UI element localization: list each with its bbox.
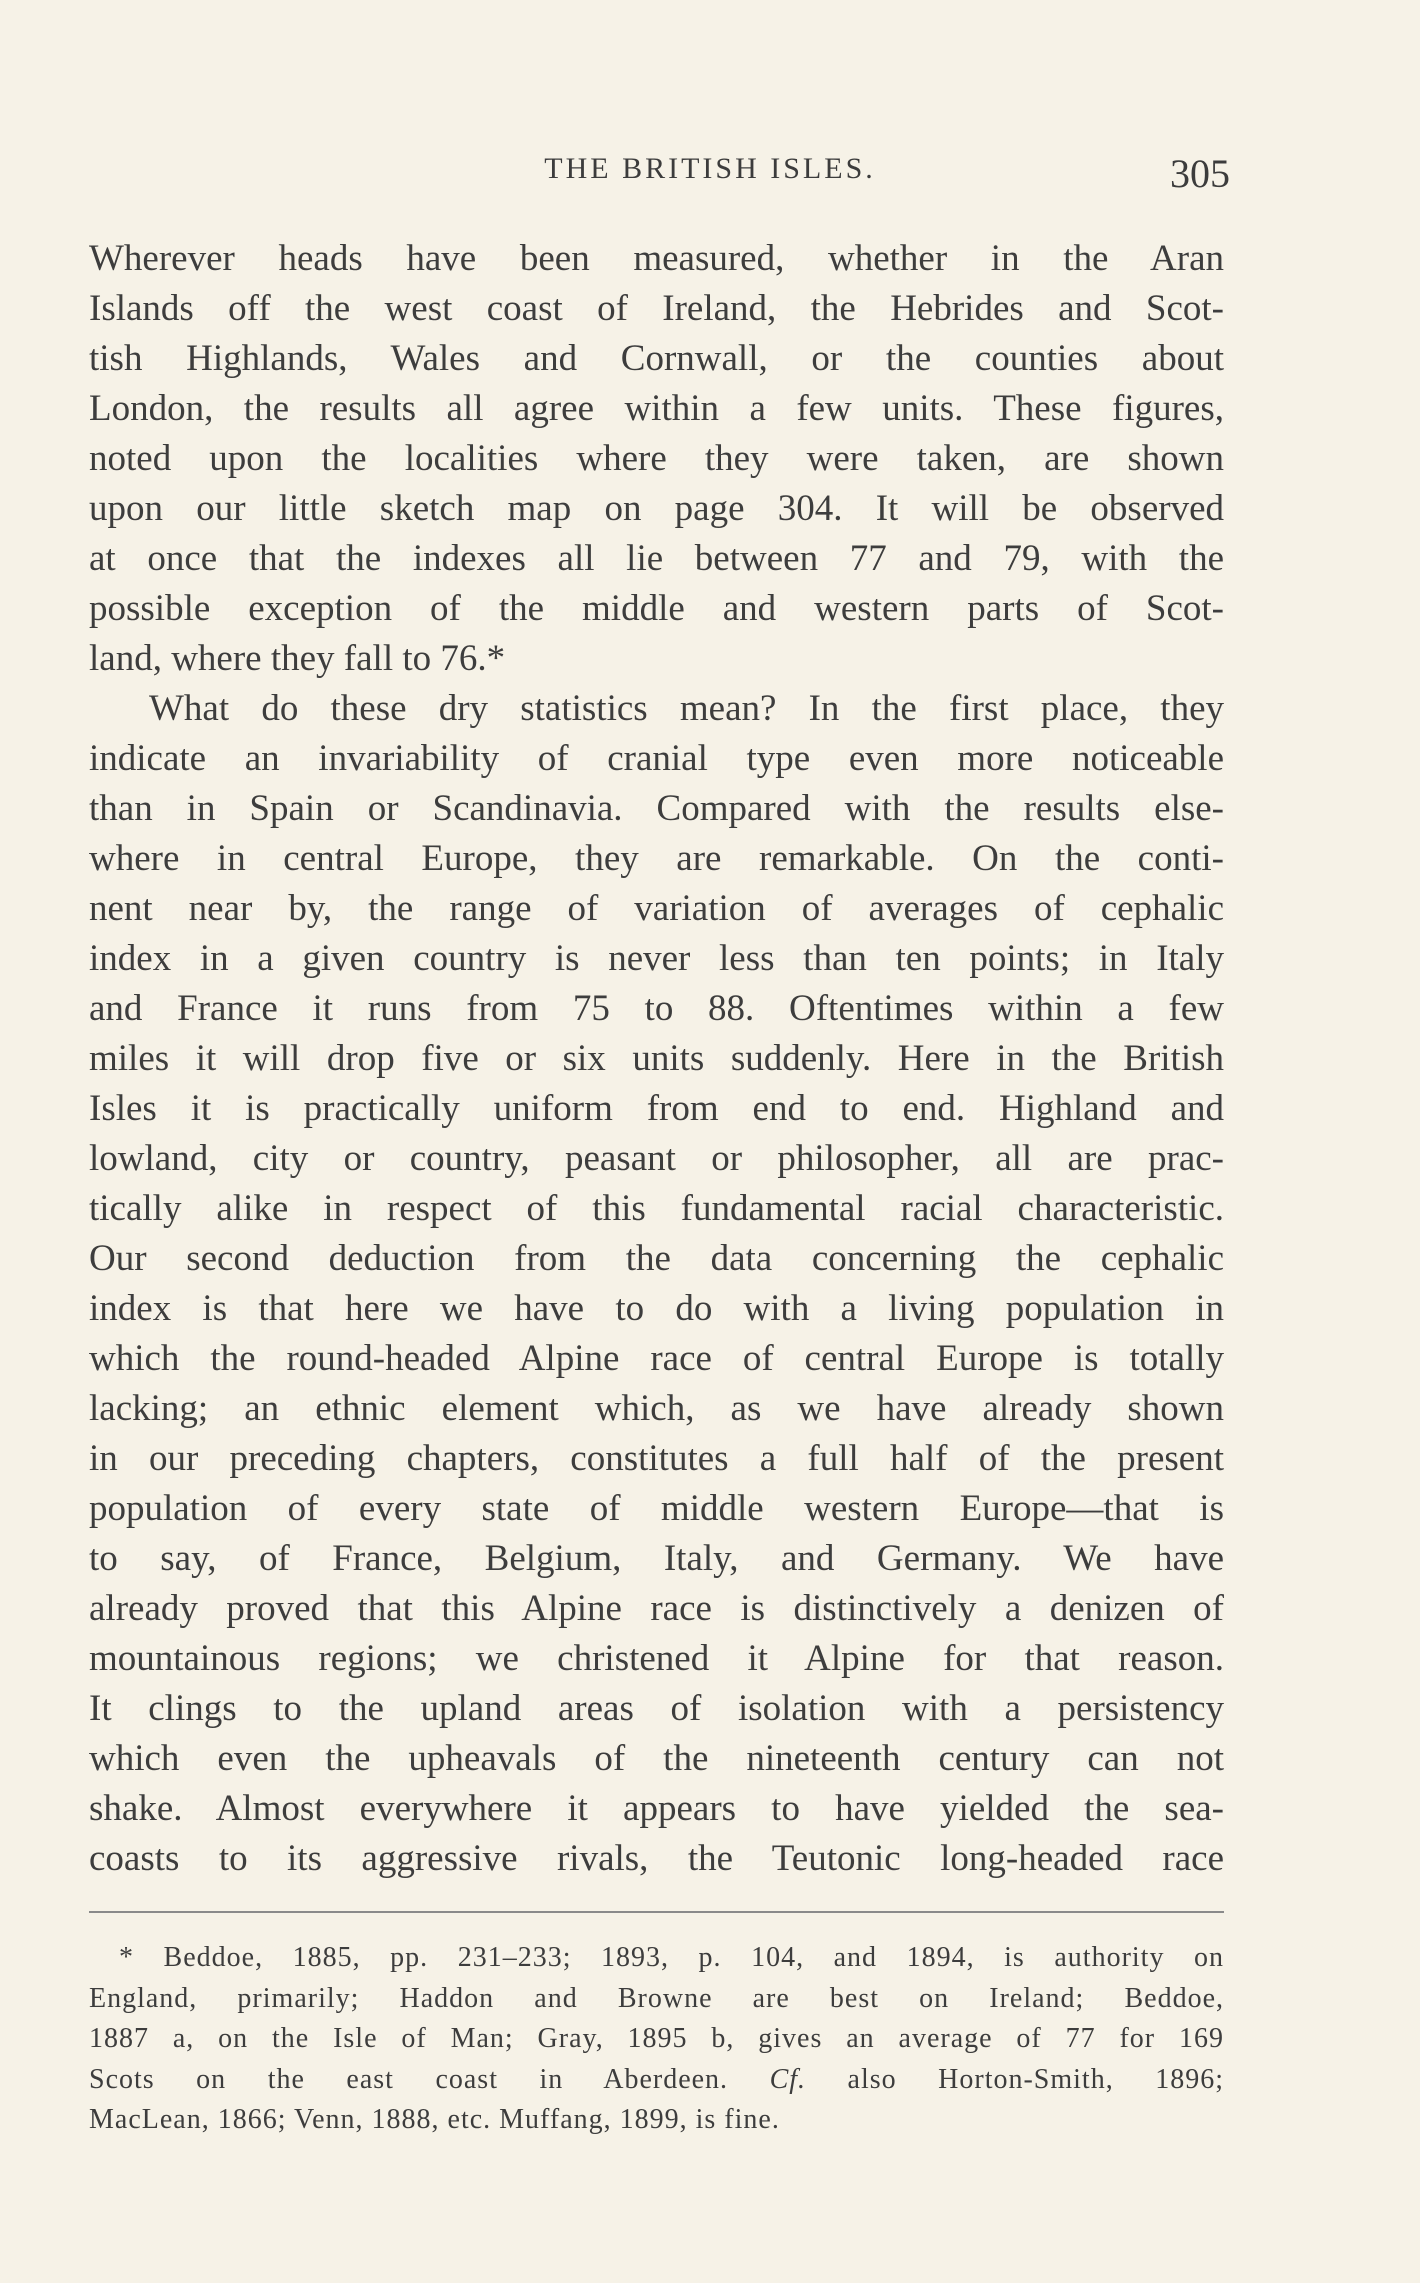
text-line: lacking; an ethnic element which, as we have already shown <box>89 1388 1224 1429</box>
footnote-cf: Cf. <box>769 2063 807 2095</box>
text-line: lowland, city or country, peasant or philosopher, all are prac- <box>89 1138 1224 1179</box>
text-line: in our preceding chapters, constitutes a full half of the present <box>89 1438 1224 1479</box>
text-line: tically alike in respect of this fundamental racial characteristic. <box>89 1188 1224 1229</box>
text-line: at once that the indexes all lie between 77 and 79, with the <box>89 538 1224 579</box>
footnote-line: MacLean, 1866; Venn, 1888, etc. Muffang, 1899, is fine. <box>89 2104 780 2135</box>
text-line: Wherever heads have been measured, whether in the Aran <box>89 238 1224 279</box>
footnote-line: * Beddoe, 1885, pp. 231–233; 1893, p. 104, and 1894, is authority on <box>119 1942 1224 1973</box>
page-number: 305 <box>1170 151 1230 196</box>
footnote <box>89 1938 1224 2141</box>
footnote-text: Scots on the east coast in Aberdeen. <box>89 2063 729 2095</box>
text-line: where in central Europe, they are remarkable. On the conti- <box>89 838 1224 879</box>
footnote-line: 1887 a, on the Isle of Man; Gray, 1895 b, gives an average of 77 for 169 <box>89 2023 1224 2054</box>
text-line: noted upon the localities where they were taken, are shown <box>89 438 1224 479</box>
text-line: land, where they fall to 76.* <box>89 638 506 679</box>
text-line: which even the upheavals of the nineteenth century can not <box>89 1738 1224 1779</box>
footnote-text: also Horton-Smith, 1896; <box>847 2063 1225 2095</box>
text-line: and France it runs from 75 to 88. Oftentimes within a few <box>89 988 1224 1029</box>
text-line: index in a given country is never less than ten points; in Italy <box>89 938 1224 979</box>
text-line: London, the results all agree within a few units. These figures, <box>89 388 1224 429</box>
body-text <box>89 234 1224 1884</box>
text-line: Islands off the west coast of Ireland, the Hebrides and Scot- <box>89 288 1224 329</box>
text-line: coasts to its aggressive rivals, the Teutonic long-headed race <box>89 1838 1224 1879</box>
text-line: Our second deduction from the data concerning the cephalic <box>89 1238 1224 1279</box>
text-line: already proved that this Alpine race is distinctively a denizen of <box>89 1588 1224 1629</box>
text-line: population of every state of middle western Europe—that is <box>89 1488 1224 1529</box>
text-line: possible exception of the middle and western parts of Scot- <box>89 588 1224 629</box>
text-line: tish Highlands, Wales and Cornwall, or the counties about <box>89 338 1224 379</box>
text-line: than in Spain or Scandinavia. Compared with the results else- <box>89 788 1224 829</box>
text-line: which the round-headed Alpine race of central Europe is totally <box>89 1338 1224 1379</box>
text-line: mountainous regions; we christened it Alpine for that reason. <box>89 1638 1224 1679</box>
text-line: shake. Almost everywhere it appears to have yielded the sea- <box>89 1788 1224 1829</box>
running-head: THE BRITISH ISLES. <box>544 152 876 185</box>
footnote-line: England, primarily; Haddon and Browne are best on Ireland; Beddoe, <box>89 1982 1224 2014</box>
text-line: to say, of France, Belgium, Italy, and Germany. We have <box>89 1538 1224 1579</box>
text-line: What do these dry statistics mean? In the first place, they <box>149 688 1224 729</box>
text-line: Isles it is practically uniform from end to end. Highland and <box>89 1088 1224 1129</box>
text-line: indicate an invariability of cranial type even more noticeable <box>89 738 1224 779</box>
footnote-line <box>89 2060 1224 2101</box>
text-line: miles it will drop five or six units suddenly. Here in the British <box>89 1038 1224 1079</box>
text-line: upon our little sketch map on page 304. It will be observed <box>89 488 1224 529</box>
text-line: index is that here we have to do with a living population in <box>89 1288 1224 1329</box>
footnote-rule <box>89 1911 1224 1913</box>
text-line: It clings to the upland areas of isolation with a persistency <box>89 1688 1224 1729</box>
text-line: nent near by, the range of variation of averages of cephalic <box>89 888 1224 929</box>
